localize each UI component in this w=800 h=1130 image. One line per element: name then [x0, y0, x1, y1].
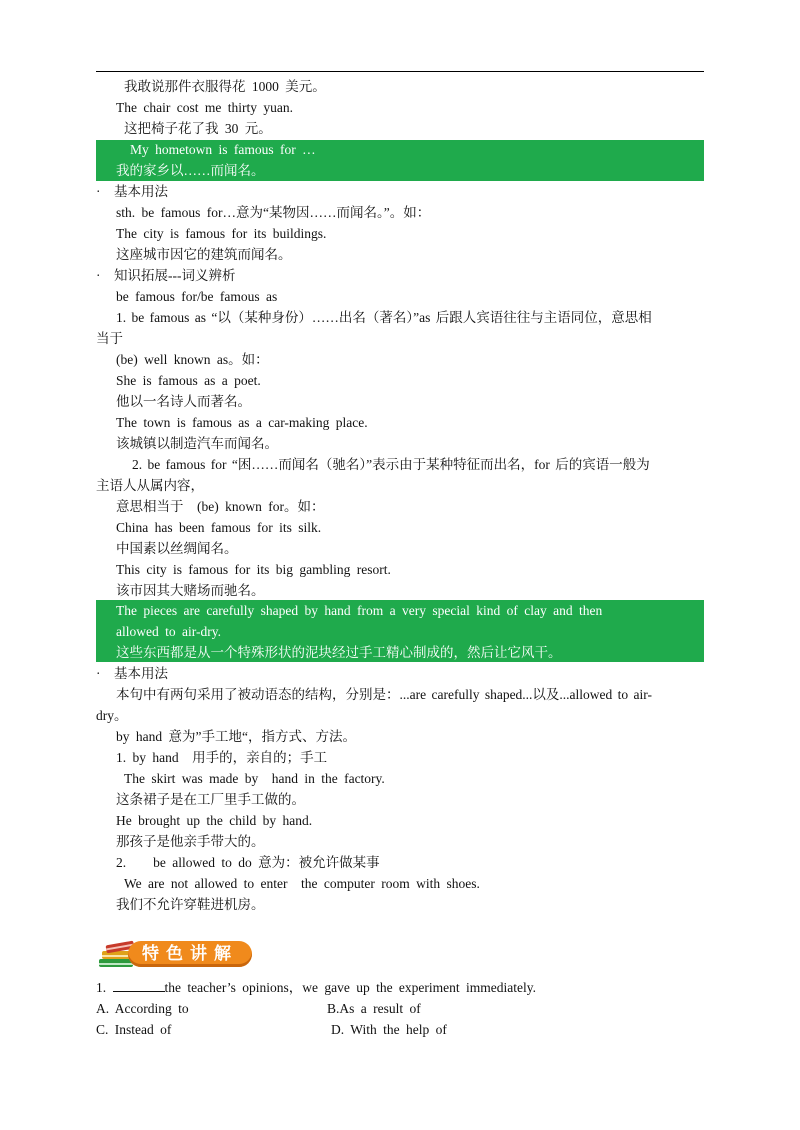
text-line: 这条裙子是在工厂里手工做的。 — [116, 792, 305, 807]
text-line: 该城镇以制造汽车而闻名。 — [116, 436, 278, 451]
highlight-band — [96, 140, 704, 181]
text-line: 这座城市因它的建筑而闻名。 — [116, 247, 292, 262]
highlight-band — [96, 600, 704, 662]
text-line: 2. be famous for “困……而闻名（驰名）”表示由于某种特征而出名，for 后的宾语一般为 — [132, 457, 650, 472]
text-line: The town is famous as a car-making place. — [116, 415, 368, 430]
text-line: 意思相当于 (be) known for。如： — [116, 499, 325, 514]
option-c: C. Instead of — [96, 1022, 172, 1037]
highlight-line: The pieces are carefully shaped by hand from a very special kind of clay and then — [116, 603, 603, 618]
highlight-line: allowed to air-dry. — [116, 624, 221, 639]
text-line: dry。 — [96, 708, 128, 723]
option-d: D. With the help of — [331, 1022, 447, 1037]
highlight-line: 我的家乡以……而闻名。 — [116, 163, 265, 178]
bullet: · — [96, 666, 101, 681]
question-number: 1. — [96, 980, 107, 995]
badge-title: 特色讲解 — [142, 944, 238, 964]
text-line: 他以一名诗人而著名。 — [116, 394, 251, 409]
text-line: 中国素以丝绸闻名。 — [116, 541, 238, 556]
text-line: 我们不允许穿鞋进机房。 — [116, 897, 265, 912]
text-line: China has been famous for its silk. — [116, 520, 322, 535]
text-line: 我敢说那件衣服得花 1000 美元。 — [124, 79, 326, 94]
section-heading: · 基本用法 — [96, 184, 168, 199]
text-line: 该市因其大赌场而驰名。 — [116, 583, 265, 598]
text-line: 那孩子是他亲手带大的。 — [116, 834, 265, 849]
section-heading: · 基本用法 — [96, 666, 168, 681]
highlight-line: 这些东西都是从一个特殊形状的泥块经过手工精心制成的，然后让它风干。 — [116, 645, 562, 660]
question-stem — [96, 979, 536, 997]
text-line: The chair cost me thirty yuan. — [116, 100, 293, 115]
text-line: (be) well known as。如： — [116, 352, 269, 367]
section-badge — [96, 936, 266, 972]
bullet: · — [96, 268, 101, 283]
bullet: · — [96, 184, 101, 199]
text-line: 这把椅子花了我 30 元。 — [124, 121, 272, 136]
text-line: 主语人从属内容， — [96, 478, 204, 493]
text-line: We are not allowed to enter the computer room with shoes. — [124, 876, 480, 891]
answer-blank — [113, 979, 165, 992]
text-line: He brought up the child by hand. — [116, 813, 313, 828]
text-line: by hand 意为”手工地“，指方式、方法。 — [116, 729, 356, 744]
text-line: sth. be famous for…意为“某物因……而闻名。”。如： — [116, 205, 431, 220]
text-line: This city is famous for its big gambling resort. — [116, 562, 391, 577]
text-line: 2. be allowed to do 意为：被允许做某事 — [116, 855, 380, 870]
section-heading: · 知识拓展---词义辨析 — [96, 268, 236, 283]
text-line: 当于 — [96, 331, 123, 346]
text-line: She is famous as a poet. — [116, 373, 261, 388]
badge-pill — [128, 941, 252, 967]
highlight-line: My hometown is famous for … — [130, 142, 316, 157]
text-line: 1. be famous as “以（某种身份）……出名（著名）”as 后跟人宾语往往与主语同位，意思相 — [116, 310, 652, 325]
option-b: B.As a result of — [327, 1001, 421, 1016]
text-line: be famous for/be famous as — [116, 289, 278, 304]
option-a: A. According to — [96, 1001, 189, 1016]
text-line: The city is famous for its buildings. — [116, 226, 327, 241]
text-line: 本句中有两句采用了被动语态的结构，分别是：...are carefully shaped...以及...allowed to air- — [116, 687, 653, 702]
header-rule — [96, 71, 704, 72]
question-text: the teacher’s opinions，we gave up the experiment immediately. — [164, 980, 537, 995]
text-line: The skirt was made by hand in the factory. — [124, 771, 385, 786]
text-line: 1. by hand 用手的，亲自的；手工 — [116, 750, 328, 765]
